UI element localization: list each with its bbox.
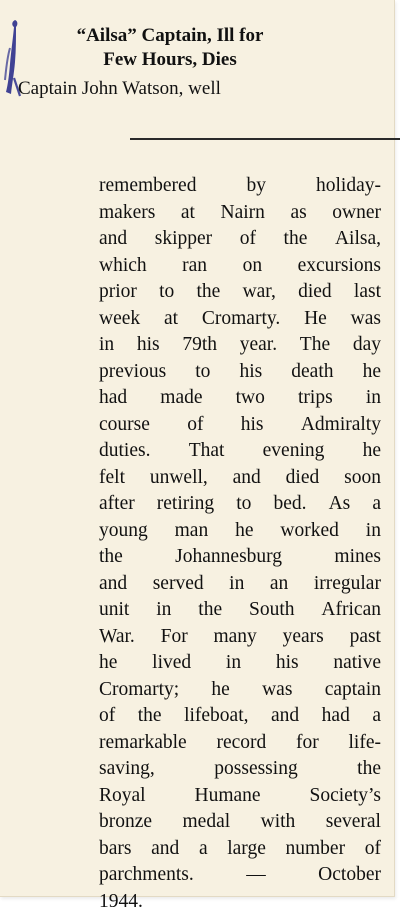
body-word: in (366, 518, 381, 545)
body-word: at (181, 200, 195, 227)
body-word: young (99, 518, 148, 545)
body-word: Admiralty (301, 412, 381, 439)
body-word: Nairn (220, 200, 264, 227)
body-word: at (164, 306, 178, 333)
body-word: bed. (273, 491, 306, 518)
body-line (99, 730, 381, 757)
body-line (99, 173, 381, 200)
body-word: trips (298, 385, 333, 412)
body-word: in (156, 597, 171, 624)
body-word: prior (99, 279, 137, 306)
body-word: For (161, 624, 188, 651)
body-word: Humane (195, 783, 261, 810)
body-word: his (239, 359, 262, 386)
body-word: the (284, 226, 308, 253)
body-word: many (213, 624, 256, 651)
body-word: of (365, 836, 381, 863)
body-word: and (99, 571, 127, 598)
body-word: and (271, 703, 299, 730)
body-word: was (351, 306, 381, 333)
body-line (99, 624, 381, 651)
body-word: The (300, 332, 330, 359)
body-word: week (99, 306, 140, 333)
body-word: possessing (214, 756, 297, 783)
body-word: he (363, 438, 381, 465)
body-line (99, 650, 381, 677)
body-word: an (270, 571, 288, 598)
body-line (99, 889, 381, 915)
body-word: previous (99, 359, 166, 386)
body-line (99, 491, 381, 518)
body-word: a (199, 836, 208, 863)
body-word: for (296, 730, 319, 757)
body-word: the (357, 756, 381, 783)
body-word: a (372, 491, 381, 518)
body-word: remarkable (99, 730, 187, 757)
body-word: of (240, 226, 256, 253)
body-word: in (226, 650, 241, 677)
body-word: died (286, 465, 320, 492)
body-word: bronze (99, 809, 152, 836)
body-word: Johannesburg (175, 544, 282, 571)
body-word: in (229, 571, 244, 598)
body-word: past (350, 624, 381, 651)
body-word: on (243, 253, 263, 280)
body-word: the (197, 279, 221, 306)
body-word: Ailsa, (335, 226, 381, 253)
body-word: War. (99, 624, 135, 651)
body-word: he (211, 677, 229, 704)
article-body (99, 173, 381, 915)
body-word: to (195, 359, 210, 386)
body-word: worked (280, 518, 338, 545)
body-word: He (304, 306, 327, 333)
body-word: his (137, 332, 160, 359)
body-word: he (99, 650, 117, 677)
body-line (99, 306, 381, 333)
body-word: year. (240, 332, 277, 359)
body-word: soon (344, 465, 381, 492)
body-word: two (236, 385, 265, 412)
body-word: course (99, 412, 150, 439)
body-word: duties. (99, 438, 150, 465)
body-word: the (99, 544, 123, 571)
body-word: was (262, 677, 292, 704)
body-word: remembered (99, 173, 196, 200)
body-word: lived (152, 650, 191, 677)
body-word: Society’s (310, 783, 382, 810)
body-word: irregular (314, 571, 381, 598)
body-word: the (138, 703, 162, 730)
body-word: war, (243, 279, 276, 306)
body-word: skipper (155, 226, 212, 253)
body-word: made (160, 385, 202, 412)
body-word: to (159, 279, 174, 306)
body-line (99, 597, 381, 624)
body-word: man (175, 518, 209, 545)
body-word: captain (325, 677, 381, 704)
body-line (99, 703, 381, 730)
body-word: felt (99, 465, 125, 492)
body-word: several (326, 809, 381, 836)
body-word: life- (349, 730, 381, 757)
body-word: unwell, (150, 465, 208, 492)
body-word: number (286, 836, 346, 863)
body-word: and (151, 836, 179, 863)
body-word: record (216, 730, 266, 757)
article-subline: Captain John Watson, well (18, 77, 221, 101)
body-line (99, 385, 381, 412)
body-line (99, 465, 381, 492)
body-line (99, 412, 381, 439)
body-word: in (366, 385, 381, 412)
body-line (99, 359, 381, 386)
body-word: South (249, 597, 295, 624)
body-word: after (99, 491, 135, 518)
body-word: of (187, 412, 203, 439)
body-word: he (363, 359, 381, 386)
body-word: Cromarty; (99, 677, 179, 704)
body-line (99, 862, 381, 889)
body-line (99, 571, 381, 598)
body-word: by (246, 173, 266, 200)
body-word: 79th (182, 332, 217, 359)
body-line (99, 783, 381, 810)
body-word: last (354, 279, 381, 306)
body-word: with (261, 809, 296, 836)
body-word: medal (183, 809, 231, 836)
body-word: death (291, 359, 333, 386)
body-word: African (321, 597, 381, 624)
body-word: a (372, 703, 381, 730)
body-word: lifeboat, (184, 703, 248, 730)
body-line (99, 200, 381, 227)
body-word: mines (334, 544, 381, 571)
body-word: makers (99, 200, 155, 227)
body-word: his (241, 412, 264, 439)
body-word: retiring (157, 491, 214, 518)
body-line (99, 226, 381, 253)
body-word: As (329, 491, 351, 518)
body-word: and (99, 226, 127, 253)
body-word: saving, (99, 756, 155, 783)
body-word: his (276, 650, 299, 677)
body-line (99, 518, 381, 545)
body-line (99, 836, 381, 863)
body-line (99, 279, 381, 306)
divider-rule (130, 138, 400, 140)
body-line (99, 677, 381, 704)
body-word: owner (332, 200, 381, 227)
headline-line: Few Hours, Dies (30, 48, 310, 72)
body-word: large (227, 836, 266, 863)
body-line (99, 438, 381, 465)
article-headline (30, 24, 310, 72)
body-word: served (153, 571, 204, 598)
body-word: he (235, 518, 253, 545)
body-word: had (322, 703, 350, 730)
body-word: and (233, 465, 261, 492)
body-word: died (298, 279, 332, 306)
body-line (99, 253, 381, 280)
body-word: October (318, 862, 381, 889)
body-word: native (333, 650, 381, 677)
body-word: had (99, 385, 127, 412)
body-line (99, 544, 381, 571)
body-word: 1944. (99, 889, 143, 915)
body-word: the (198, 597, 222, 624)
headline-line: “Ailsa” Captain, Ill for (30, 24, 310, 48)
body-word: Cromarty. (202, 306, 280, 333)
body-word: as (290, 200, 306, 227)
body-word: unit (99, 597, 129, 624)
body-word: to (236, 491, 251, 518)
body-word: years (283, 624, 324, 651)
body-word: Royal (99, 783, 146, 810)
body-word: parchments. (99, 862, 194, 889)
body-word: day (353, 332, 381, 359)
body-word: which (99, 253, 147, 280)
body-word: excursions (298, 253, 381, 280)
body-word: of (99, 703, 115, 730)
body-word: holiday- (316, 173, 381, 200)
body-word: ran (182, 253, 207, 280)
body-word: evening (263, 438, 325, 465)
body-line (99, 809, 381, 836)
body-word: — (246, 862, 266, 889)
body-word: in (99, 332, 114, 359)
body-line (99, 332, 381, 359)
body-line (99, 756, 381, 783)
body-word: That (189, 438, 225, 465)
body-word: bars (99, 836, 132, 863)
